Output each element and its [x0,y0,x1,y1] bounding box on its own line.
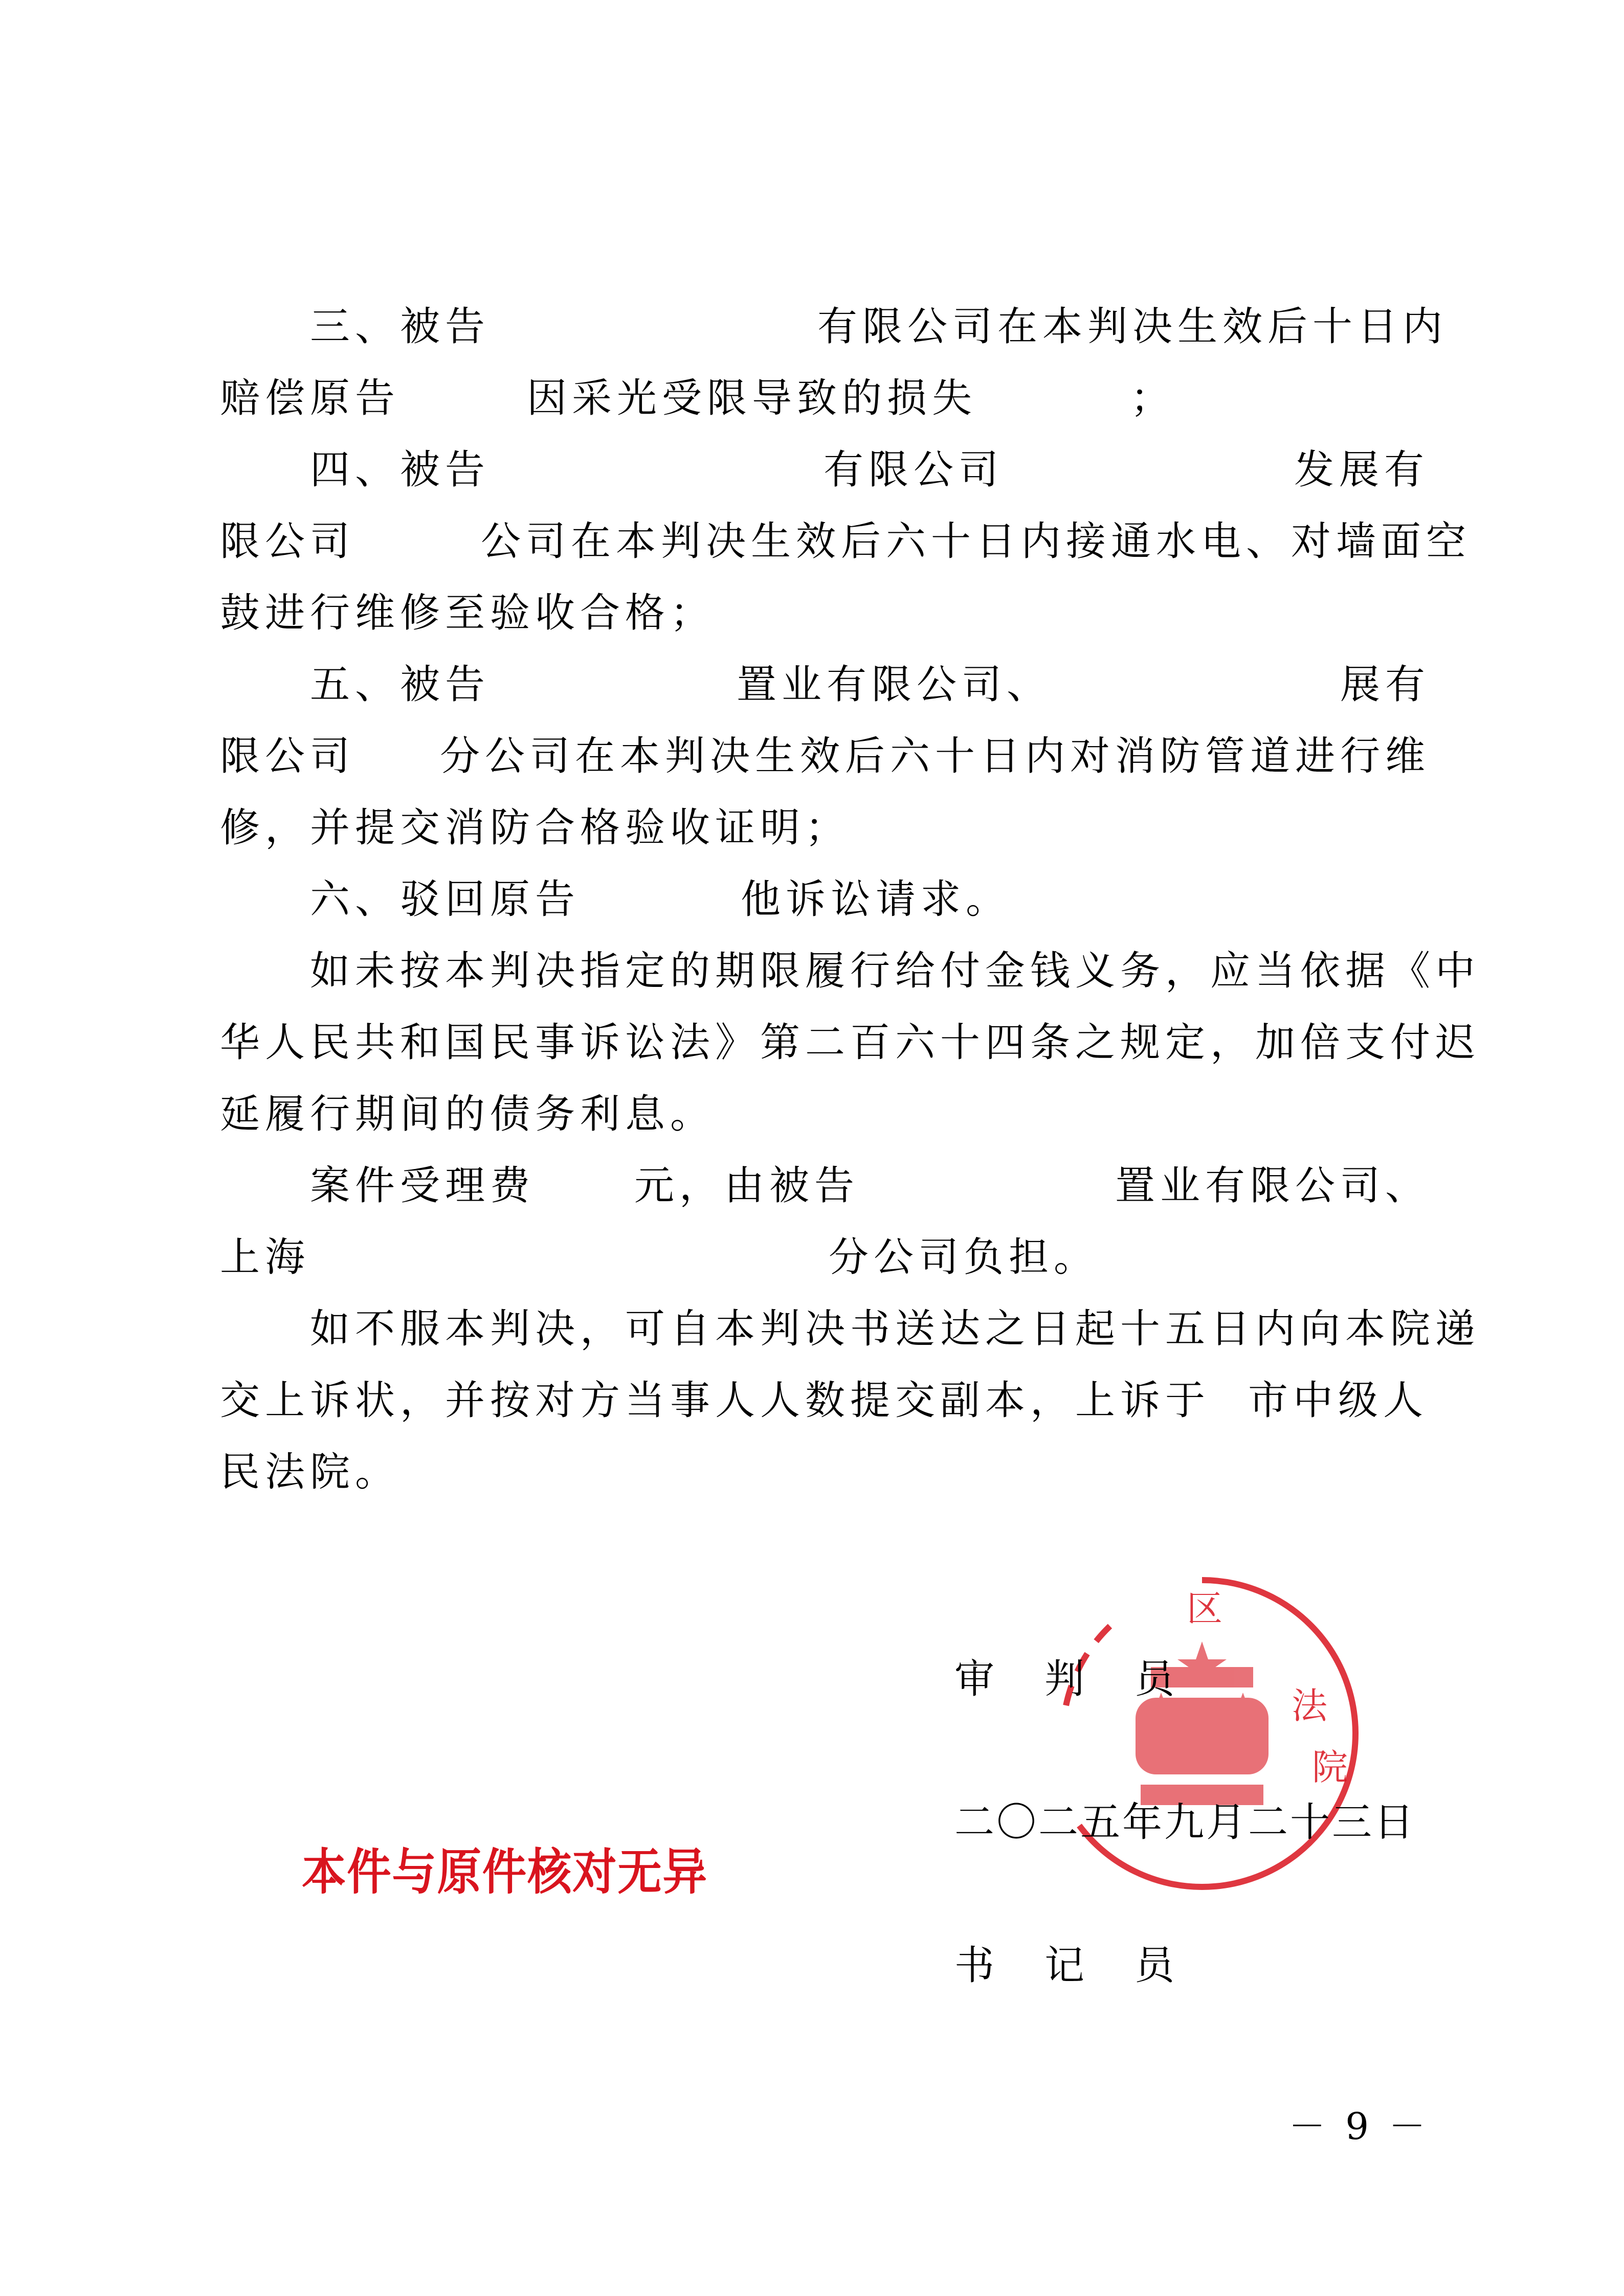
item-5-line-2-rest: 分公司在本判决生效后六十日内对消防管道进行维 [440,733,1431,779]
item-3-line-2: 赔偿原告 [220,375,401,421]
item-5-line-1-tail: 展有 [1340,662,1431,708]
seal-char-3: 院 [1312,1746,1348,1788]
item-4-line-1-rest: 有限公司 [824,447,1004,493]
item-6-line-1-rest: 他诉讼请求。 [741,876,1011,922]
judgment-date: 二〇二五年九月二十三日 [954,1799,1416,1845]
court-seal [1033,1565,1371,1902]
fee-line-1: 案件受理费 [310,1163,536,1209]
enforcement-line-2: 华人民共和国民事诉讼法》第二百六十四条之规定，加倍支付迟 [220,1020,1481,1066]
item-4-line-1: 四、被告 [310,447,491,493]
item-3-line-2-tail: ； [1130,375,1176,421]
page-number: － 9 － [1288,2105,1430,2148]
judge-label: 审 判 员 [954,1656,1180,1702]
seal-char-1: 区 [1187,1588,1222,1630]
item-5-line-2: 限公司 [220,733,355,779]
appeal-line-3: 民法院。 [220,1449,401,1495]
fee-line-2: 上海 [220,1234,310,1280]
certification-stamp: 本件与原件核对无异 [302,1843,708,1901]
item-4-line-2-rest: 公司在本判决生效后六十日内接通水电、对墙面空 [481,519,1472,565]
item-4-line-1-tail: 发展有 [1294,447,1430,493]
appeal-line-2: 交上诉状，并按对方当事人人数提交副本，上诉于 [220,1378,1211,1424]
item-3-line-2-rest: 因采光受限导致的损失 [527,375,977,421]
item-3-line-1 [310,304,491,350]
seal-char-2: 法 [1292,1685,1327,1727]
enforcement-line-1: 如未按本判决指定的期限履行给付金钱义务，应当依据《中 [310,948,1481,994]
item-5-line-3: 修，并提交消防合格验收证明； [220,805,851,851]
appeal-line-1: 如不服本判决，可自本判决书送达之日起十五日内向本院递 [310,1306,1481,1352]
appeal-line-2-rest: 市中级人 [1248,1378,1429,1424]
item-3-prefix: 三、被告 [310,304,491,350]
item-5-line-1-rest: 置业有限公司、 [737,662,1052,708]
item-4-line-3: 鼓进行维修至验收合格； [220,590,716,636]
fee-line-1-rest: 元，由被告 [634,1163,860,1209]
item-6-line-1: 六、驳回原告 [310,876,581,922]
item-3-line-1-rest: 有限公司在本判决生效后十日内 [817,304,1448,350]
item-5-line-1: 五、被告 [310,662,491,708]
enforcement-line-3: 延履行期间的债务利息。 [220,1091,716,1137]
item-4-line-2: 限公司 [220,519,355,565]
clerk-label: 书 记 员 [954,1943,1180,1989]
fee-line-2-rest: 分公司负担。 [829,1234,1099,1280]
fee-line-1-tail: 置业有限公司、 [1115,1163,1431,1209]
